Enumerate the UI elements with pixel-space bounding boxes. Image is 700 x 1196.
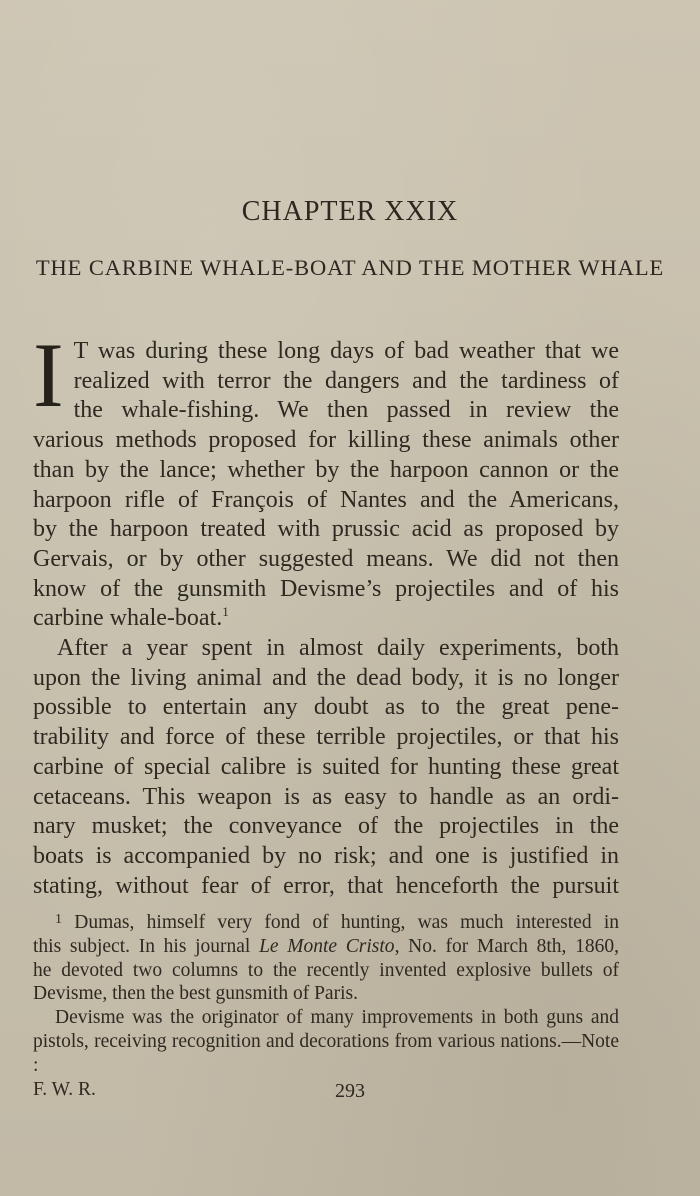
- paragraph-1-line: by the harpoon treated with prussic acid as proposed by: [33, 516, 619, 543]
- footnote-line: pistols, receiving recognition and decorations from various nations.—Note :: [33, 1030, 619, 1076]
- paragraph-1-line: the whale-fishing. We then passed in review the: [73, 397, 619, 424]
- paragraph-1-line: know of the gunsmith Devisme’s projectiles and of his: [33, 575, 619, 602]
- show-through-text: [160, 28, 660, 208]
- chapter-title: THE CARBINE WHALE-BOAT AND THE MOTHER WHALE: [35, 255, 665, 280]
- paragraph-2-line: stating, without fear of error, that henceforth the pursuit: [33, 872, 619, 899]
- paragraph-2-line: boats is accompanied by no risk; and one is justified in: [33, 842, 619, 869]
- paragraph-2-line: nary musket; the conveyance of the projectiles in the: [33, 813, 619, 840]
- footnote-line: Devisme, then the best gunsmith of Paris.: [33, 983, 358, 1005]
- footnote-line: Devisme was the originator of many improvements in both guns and: [55, 1007, 619, 1029]
- chapter-number: CHAPTER XXIX: [241, 196, 459, 227]
- paragraph-1-line: than by the lance; whether by the harpoon cannon or the: [33, 456, 619, 483]
- paragraph-2-line: upon the living animal and the dead body, it is no longer: [33, 664, 619, 691]
- paragraph-1-line: realized with terror the dangers and the tardiness of: [73, 367, 619, 394]
- paragraph-1-line: carbine whale-boat.: [33, 605, 223, 632]
- footnote-line: F. W. R.: [33, 1078, 96, 1100]
- footnote-line: [33, 911, 619, 935]
- footnote-reference: 1: [222, 604, 229, 620]
- drop-cap: I: [33, 324, 64, 426]
- page-number: 293: [335, 1080, 365, 1102]
- footnote-marker: 1: [55, 912, 62, 927]
- footnote-line: [33, 935, 619, 959]
- journal-title: Le Monte Cristo: [259, 935, 395, 957]
- footnote-text: Dumas, himself very fond of hunting, was much interested in: [74, 912, 620, 933]
- footnote-line: he devoted two columns to the recently invented explosive bullets of: [33, 959, 619, 981]
- footnote-text: , No. for March 8th, 1860,: [394, 935, 619, 957]
- paragraph-2-line: carbine of special calibre is suited for hunting these great: [33, 753, 619, 780]
- footnote-text: this subject. In his journal: [33, 935, 260, 957]
- paragraph-2-line: trability and force of these terrible projectiles, or that his: [33, 724, 619, 751]
- paragraph-2-line: After a year spent in almost daily experiments, both: [57, 635, 619, 662]
- paragraph-1-line: harpoon rifle of François of Nantes and the Americans,: [33, 486, 619, 513]
- paragraph-1-line: T was during these long days of bad weather that we: [73, 338, 619, 364]
- paragraph-1-last-line: [33, 604, 619, 634]
- paragraph-1-line: Gervais, or by other suggested means. We did not then: [33, 545, 619, 572]
- paragraph-2-line: cetaceans. This weapon is as easy to handle as an ordi-: [33, 783, 619, 810]
- body-text: [33, 324, 619, 901]
- footnotes: [33, 911, 619, 1101]
- paragraph-1-line: various methods proposed for killing these animals other: [33, 427, 619, 454]
- paragraph-2-line: possible to entertain any doubt as to the great pene-: [33, 694, 619, 721]
